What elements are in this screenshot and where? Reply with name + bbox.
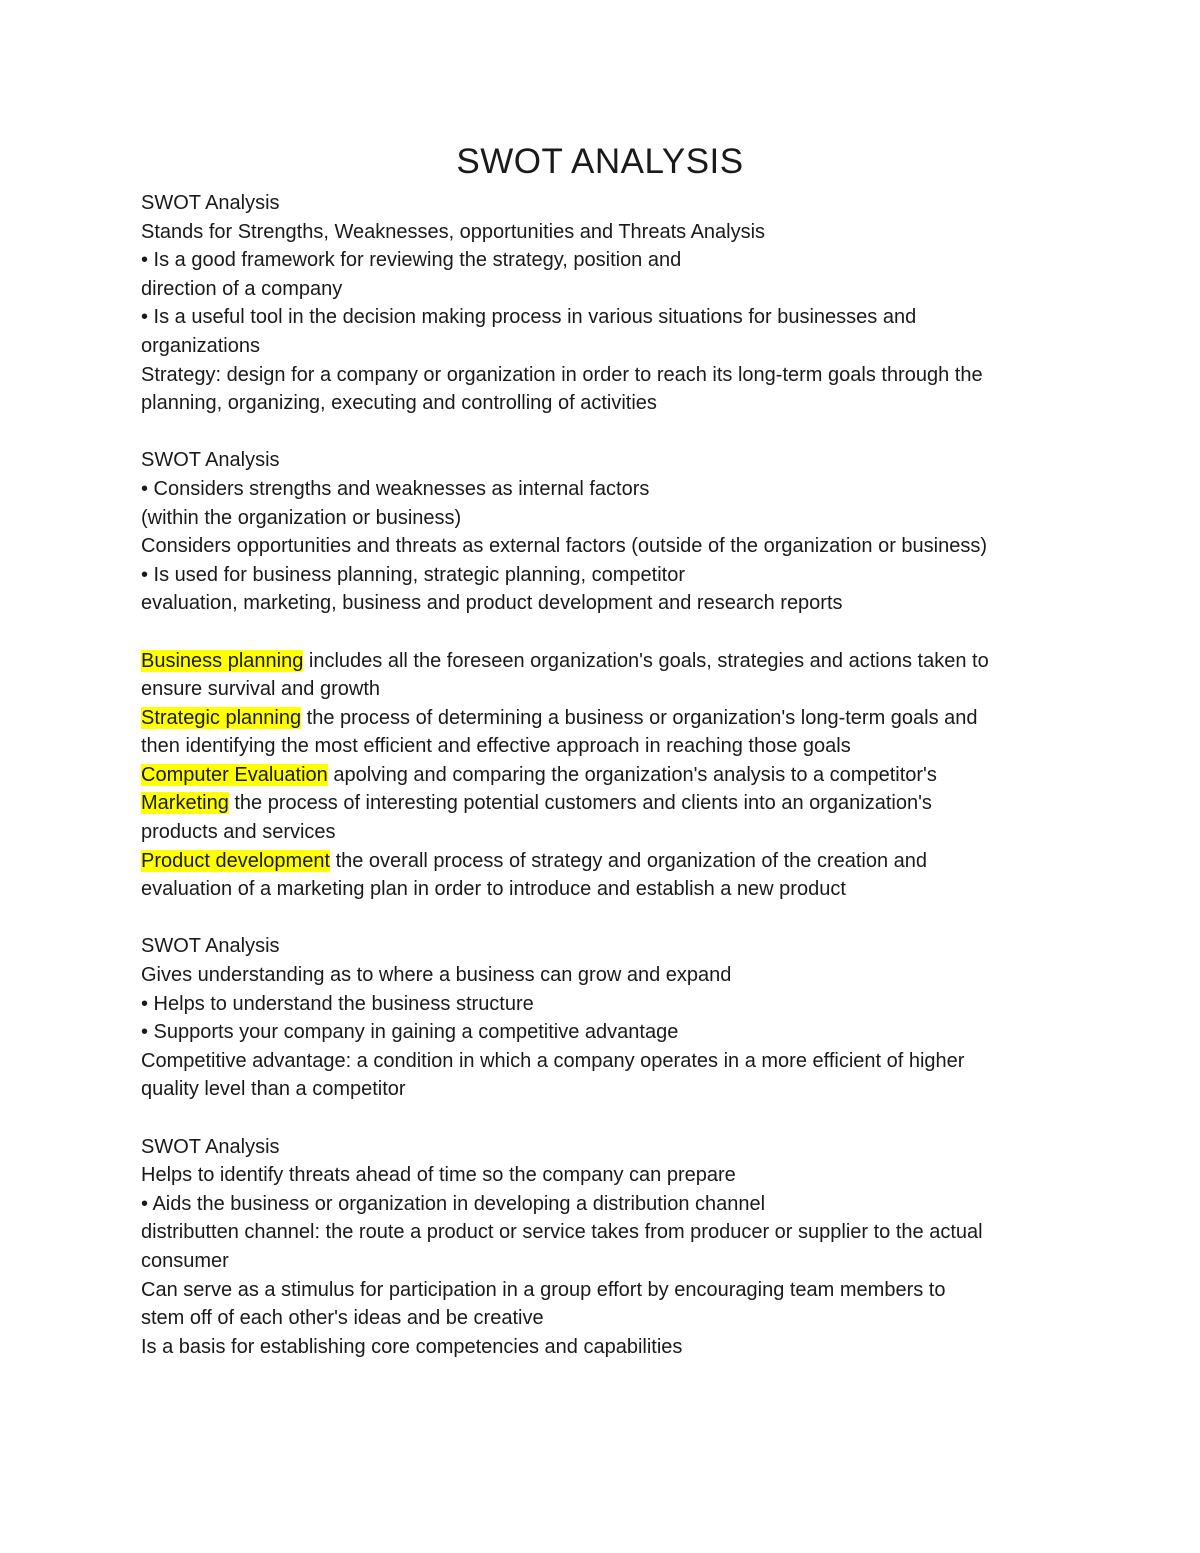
bullet-line: • Is a good framework for reviewing the strategy, position and xyxy=(141,249,682,272)
highlighted-term-business-planning: Business planning xyxy=(141,649,304,672)
text-line: direction of a company xyxy=(141,277,343,300)
definition-text: the process of determining a business or organization's long-term goals and xyxy=(301,706,978,729)
text-line: (within the organization or business) xyxy=(141,506,462,529)
section-growth xyxy=(141,932,1101,1104)
text-line: Stands for Strengths, Weaknesses, opportunities and Threats Analysis xyxy=(141,220,766,243)
text-line: Strategy: design for a company or organization in order to reach its long-term goals through the xyxy=(141,363,983,386)
definition-line xyxy=(141,647,1101,676)
section-heading: SWOT Analysis xyxy=(141,449,280,472)
definition-line: products and services xyxy=(141,821,336,844)
text-line: Competitive advantage: a condition in which a company operates in a more efficient of higher xyxy=(141,1049,965,1072)
bullet-line: • Helps to understand the business structure xyxy=(141,992,534,1015)
section-overview xyxy=(141,189,1101,418)
highlighted-term-strategic-planning: Strategic planning xyxy=(141,706,302,729)
section-definitions xyxy=(141,647,1101,904)
definition-line xyxy=(141,704,1101,733)
section-factors xyxy=(141,446,1101,618)
section-heading: SWOT Analysis xyxy=(141,192,280,214)
definition-line xyxy=(141,789,1101,818)
definition-line xyxy=(141,847,1101,876)
text-line: evaluation, marketing, business and product development and research reports xyxy=(141,592,843,615)
definition-line xyxy=(141,761,1101,790)
text-line: Helps to identify threats ahead of time so the company can prepare xyxy=(141,1164,736,1187)
bullet-line: • Is used for business planning, strategic planning, competitor xyxy=(141,563,685,586)
definition-text: the overall process of strategy and organization of the creation and xyxy=(330,849,928,872)
section-heading: SWOT Analysis xyxy=(141,935,280,958)
text-line: stem off of each other's ideas and be creative xyxy=(141,1307,544,1330)
page-title: SWOT ANALYSIS xyxy=(456,142,744,181)
text-line: distributten channel: the route a product or service takes from producer or supplier to the actual xyxy=(141,1221,983,1244)
text-line: Is a basis for establishing core competencies and capabilities xyxy=(141,1335,683,1358)
paragraph-gap xyxy=(141,1104,1101,1133)
definition-text: includes all the foreseen organization's goals, strategies and actions taken to xyxy=(303,649,989,672)
paragraph-gap xyxy=(141,418,1101,447)
definition-line: evaluation of a marketing plan in order to introduce and establish a new product xyxy=(141,878,846,901)
definition-line: then identifying the most efficient and effective approach in reaching those goals xyxy=(141,735,851,758)
text-line: organizations xyxy=(141,334,260,357)
text-line: planning, organizing, executing and controlling of activities xyxy=(141,392,657,415)
highlighted-term-product-development: Product development xyxy=(141,849,331,872)
section-threats xyxy=(141,1133,1101,1362)
bullet-line: • Considers strengths and weaknesses as internal factors xyxy=(141,477,650,500)
bullet-line: • Supports your company in gaining a competitive advantage xyxy=(141,1021,679,1044)
definition-text: the process of interesting potential customers and clients into an organization's xyxy=(228,792,932,815)
text-line: Can serve as a stimulus for participation in a group effort by encouraging team members to xyxy=(141,1278,946,1301)
definition-line: ensure survival and growth xyxy=(141,678,381,701)
text-line: Considers opportunities and threats as external factors (outside of the organization or business) xyxy=(141,535,988,558)
bullet-line: • Is a useful tool in the decision making process in various situations for businesses and xyxy=(141,306,917,329)
text-line: consumer xyxy=(141,1249,229,1272)
highlighted-term-computer-evaluation: Computer Evaluation xyxy=(141,763,328,786)
definition-text: apolving and comparing the organization's analysis to a competitor's xyxy=(327,763,937,786)
text-line: quality level than a competitor xyxy=(141,1078,406,1101)
paragraph-gap xyxy=(141,618,1101,647)
section-heading: SWOT Analysis xyxy=(141,1135,280,1158)
document-body xyxy=(141,189,1101,1361)
bullet-line: • Aids the business or organization in developing a distribution channel xyxy=(141,1192,766,1215)
text-line: Gives understanding as to where a business can grow and expand xyxy=(141,964,732,987)
highlighted-term-marketing: Marketing xyxy=(141,792,229,815)
paragraph-gap xyxy=(141,904,1101,933)
